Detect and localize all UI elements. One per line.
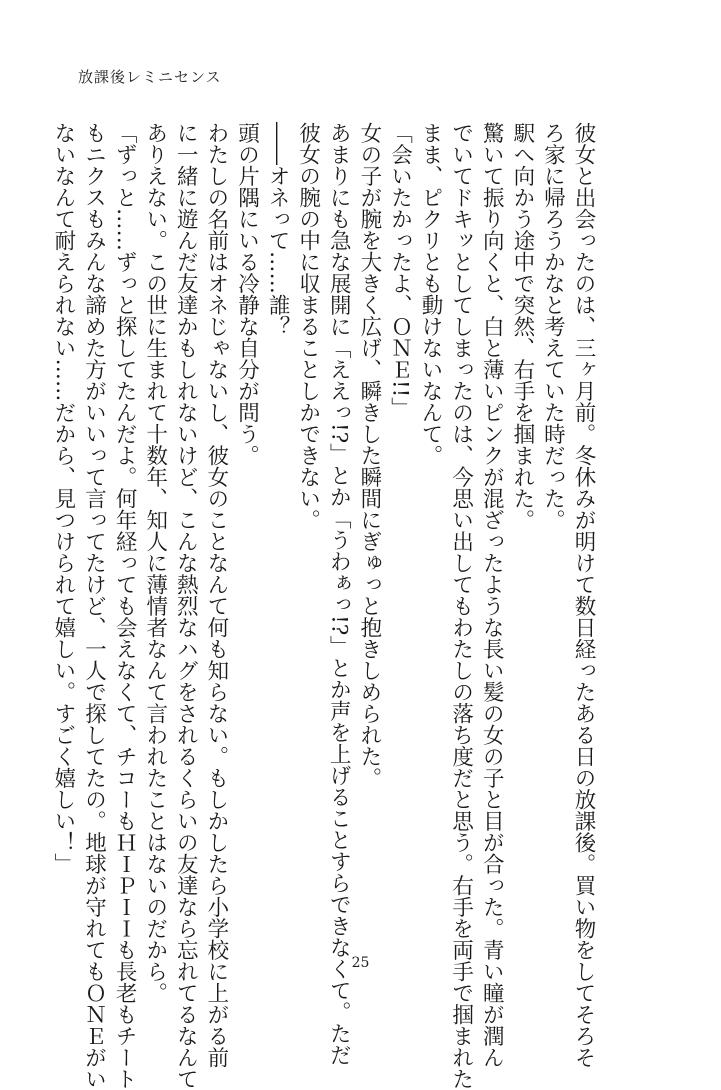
text-line: まま、ピクリとも動けないなんて。	[418, 122, 444, 466]
running-header: 放課後レミニセンス	[78, 68, 222, 86]
text-line: ありえない。この世に生まれて十数年、知人に薄情者なんて言われたことはないのだから。	[142, 122, 168, 1004]
text-line: もニクスもみんな諦めた方がいいって言ってたけど、一人で探してたの。地球が守れてもＯＮＥがい	[81, 122, 107, 1090]
text-line: 「ずっと……ずっと探してたんだよ。何年経っても会えなくて、チコーもＨＩＰＩＩも長老もチート	[112, 122, 138, 1090]
text-line: 「会いたかったよ、ＯＮＥ!!」	[387, 122, 413, 419]
text-line: 女の子が腕を大きく広げ、瞬きした瞬間にぎゅっと抱きしめられた。	[356, 122, 382, 789]
text-line: ――オネって……誰？	[265, 122, 291, 337]
page-number: 25	[351, 955, 370, 971]
text-line: あまりにも急な展開に「ええっ!?」とか「うわぁっ!?」とか声を上げることすらできなくて。ただ	[326, 122, 352, 1066]
text-line: 駅へ向かう途中で突然、右手を掴まれた。	[509, 122, 535, 531]
text-line: 驚いて振り向くと、白と薄いピンクが混ざったような長い髪の女の子と目が合った。青い瞳が潤ん	[479, 122, 505, 1068]
text-line: 彼女と出会ったのは、三ヶ月前。冬休みが明けて数日経ったある日の放課後。買い物をしてそろそ	[571, 122, 596, 1068]
text-line: 彼女の腕の中に収まることしかできない。	[295, 122, 321, 531]
text-line: ないなんて耐えられない……だから、見つけられて嬉しい。すごく嬉しい！」	[50, 122, 76, 875]
text-line: わたしの名前はオネじゃないし、彼女のことなんて何も知らない。もしかしたら小学校に上がる前	[203, 122, 229, 1068]
text-line: でいてドキッとしてしまったのは、今思い出してもわたしの落ち度だと思う。右手を両手で掴まれた	[448, 122, 474, 1090]
text-line: ろ家に帰ろうかなと考えていた時だった。	[540, 122, 566, 531]
text-line: 頭の片隅にいる冷静な自分が問う。	[234, 122, 260, 466]
text-line: に一緒に遊んだ友達かもしれないけど、こんな熱烈なハグをされるくらいの友達なら忘れてるなんて	[173, 122, 199, 1090]
